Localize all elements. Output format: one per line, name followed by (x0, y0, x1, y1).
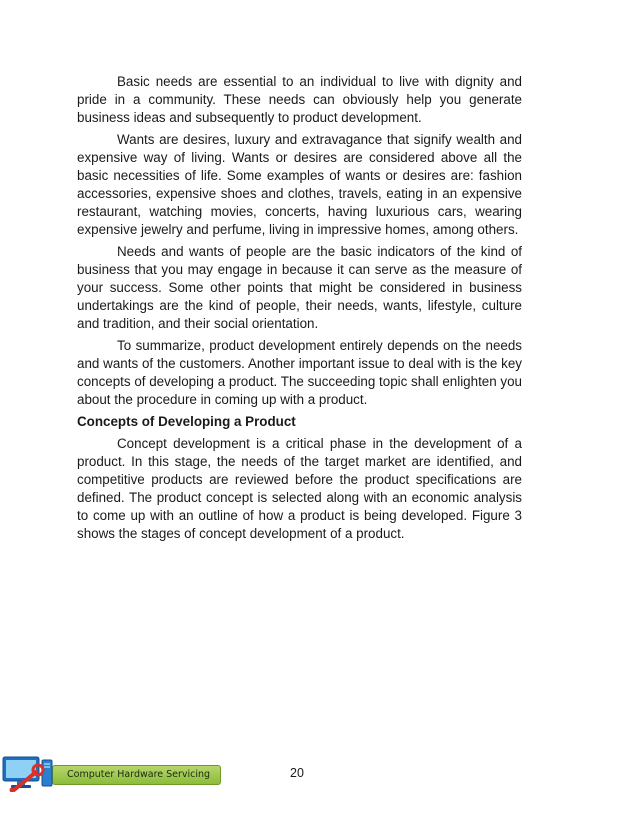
page-body (77, 73, 522, 547)
paragraph-concept-development: Concept development is a critical phase in the development of a product. In this stage, the needs of the target market are identified, and competitive products are reviewed before the product specifications are defined. The product concept is selected along with an economic analysis to come up with an outline of how a product is being developed. Figure 3 shows the stages of concept development of a product. (77, 436, 522, 541)
paragraph-summary: To summarize, product development entirely depends on the needs and wants of the customers. Another important issue to deal with is the key concepts of developing a product. The succeeding topic shall enlighten you about the procedure in coming up with a product. (77, 338, 522, 407)
paragraph-wants: Wants are desires, luxury and extravagance that signify wealth and expensive way of living. Wants or desires are considered above all the basic necessities of life. Some examples of wants or desires are: fashion accessories, expensive shoes and clothes, travels, eating in an expensive restaurant, watching movies, concerts, having luxurious cars, wearing expensive jewelry and perfume, living in impressive homes, among others. (77, 132, 522, 237)
series-badge (52, 765, 221, 785)
computer-with-wrench-icon (0, 752, 70, 792)
series-label: Computer Hardware Servicing (67, 769, 211, 780)
page-footer (0, 752, 638, 792)
page-number: 20 (290, 766, 304, 780)
paragraph-needs-and-wants: Needs and wants of people are the basic indicators of the kind of business that you may engage in because it can serve as the measure of your success. Some other points that might be considered in business undertakings are the kind of people, their needs, wants, lifestyle, culture and tradition, and their social orientation. (77, 244, 522, 331)
paragraph-basic-needs: Basic needs are essential to an individual to live with dignity and pride in a community. These needs can obviously help you generate business ideas and subsequently to product development. (77, 74, 522, 125)
section-heading: Concepts of Developing a Product (77, 414, 296, 429)
